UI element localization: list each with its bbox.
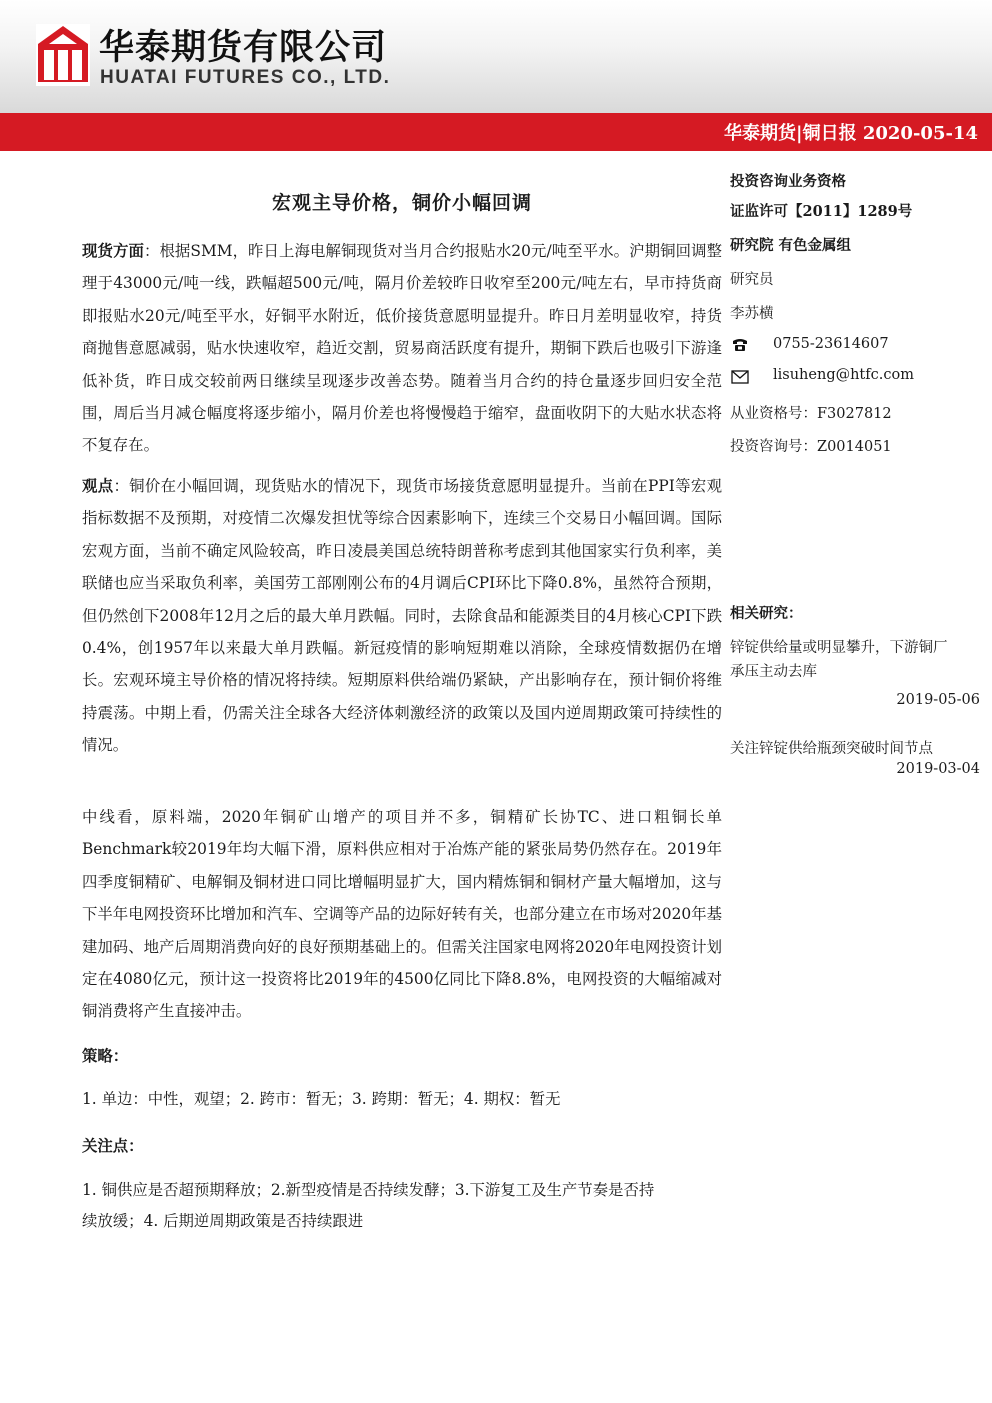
huatai-logo-icon (36, 24, 90, 86)
article-title: 宏观主导价格，铜价小幅回调 (271, 192, 532, 214)
mail-icon (731, 370, 749, 384)
related-item-1-title-line2: 承压主动去库 (730, 664, 817, 680)
analyst-name: 李苏横 (730, 306, 774, 322)
research-dept: 研究院 有色金属组 (730, 237, 852, 254)
page-header (0, 0, 992, 113)
view-text: ：铜价在小幅回调，现货贴水的情况下，现货市场接货意愿明显提升。当前在PPI等宏观指标数据不及预期，对疫情二次爆发担忧等综合因素影响下，连续三个交易日小幅回调。国际宏观方面，当前不确定风险较高，昨日凌晨美国总统特朗普称考虑到其他国家实行负利率，美联储也应当采取负利率，美国劳工部刚刚公布的4月调后CPI环比下降0.8%，虽然符合预期，但仍然创下2008年12月之后的最大单月跌幅。同时，去除食品和能源类目的4月核心CPI下跌0.4%，创1957年以来最大单月跌幅。新冠疫情的影响短期难以消除，全球疫情数据仍在增长。宏观环境主导价格的情况将持续。短期原料供给端仍紧缺，产出影响存在，预计铜价将维持震荡。中期上看，仍需关注全球各大经济体刺激经济的政策以及国内逆周期政策可持续性的情况。 (82, 477, 722, 755)
spot-label: 现货方面 (82, 242, 144, 260)
related-item-1-title-line1: 锌锭供给量或明显攀升，下游铜厂 (730, 640, 948, 656)
company-name-en: HUATAI FUTURES CO., LTD. (100, 67, 391, 88)
practice-number: 从业资格号：F3027812 (730, 406, 892, 422)
related-item-2-title: 关注锌锭供给瓶颈突破时间节点 (730, 741, 933, 757)
qualification-label: 投资咨询业务资格 (730, 173, 846, 190)
email-address: lisuheng@htfc.com (773, 367, 914, 383)
focus-line-1: 1. 铜供应是否超预期释放；2.新型疫情是否持续发酵；3.下游复工及生产节奏是否持 (82, 1181, 655, 1199)
advisory-number: 投资咨询号：Z0014051 (730, 439, 892, 455)
license-number: 证监许可【2011】1289号 (730, 203, 913, 220)
related-heading: 相关研究： (730, 605, 803, 622)
phone-number: 0755-23614607 (773, 336, 889, 352)
strategy-text: 1. 单边：中性，观望；2. 跨市：暂无；3. 跨期：暂无；4. 期权：暂无 (82, 1090, 561, 1108)
report-tag: 华泰期货|铜日报 2020-05-14 (724, 123, 978, 144)
report-banner (0, 113, 992, 151)
focus-line-2: 续放缓；4. 后期逆周期政策是否持续跟进 (82, 1212, 364, 1230)
phone-icon (731, 338, 749, 352)
view-paragraph (82, 470, 722, 762)
analyst-role: 研究员 (730, 272, 774, 288)
related-item-2-date: 2019-03-04 (896, 761, 980, 777)
spot-text: ：根据SMM，昨日上海电解铜现货对当月合约报贴水20元/吨至平水。沪期铜回调整理于43000元/吨一线，跌幅超500元/吨，隔月价差较昨日收窄至200元/吨左右，早市持货商即报贴水20元/吨至平水，好铜平水附近，低价接货意愿明显提升。昨日月差明显收窄，持货商抛售意愿减弱，贴水快速收窄，趋近交割，贸易商活跃度有提升，期铜下跌后也吸引下游逢低补货，昨日成交较前两日继续呈现逐步改善态势。随着当月合约的持仓量逐步回归安全范围，周后当月减仓幅度将逐步缩小，隔月价差也将慢慢趋于缩窄，盘面收阴下的大贴水状态将不复存在。 (82, 242, 722, 455)
related-item-1-date: 2019-05-06 (896, 692, 980, 708)
company-name-cn: 华泰期货有限公司 (99, 28, 388, 68)
focus-heading: 关注点： (82, 1137, 144, 1155)
midterm-paragraph: 中线看，原料端，2020年铜矿山增产的项目并不多，铜精矿长协TC、进口粗铜长单Benchmark较2019年均大幅下滑，原料供应相对于冶炼产能的紧张局势仍然存在。2019年四季度铜精矿、电解铜及铜材进口同比增幅明显扩大，国内精炼铜和铜材产量大幅增加，这与下半年电网投资环比增加和汽车、空调等产品的边际好转有关，也部分建立在市场对2020年基建加码、地产后周期消费向好的良好预期基础上的。但需关注国家电网将2020年电网投资计划定在4080亿元，预计这一投资将比2019年的4500亿同比下降8.8%，电网投资的大幅缩减对铜消费将产生直接冲击。 (82, 808, 722, 1021)
spot-paragraph (82, 235, 722, 462)
strategy-heading: 策略： (82, 1047, 129, 1065)
view-label: 观点 (82, 477, 114, 495)
